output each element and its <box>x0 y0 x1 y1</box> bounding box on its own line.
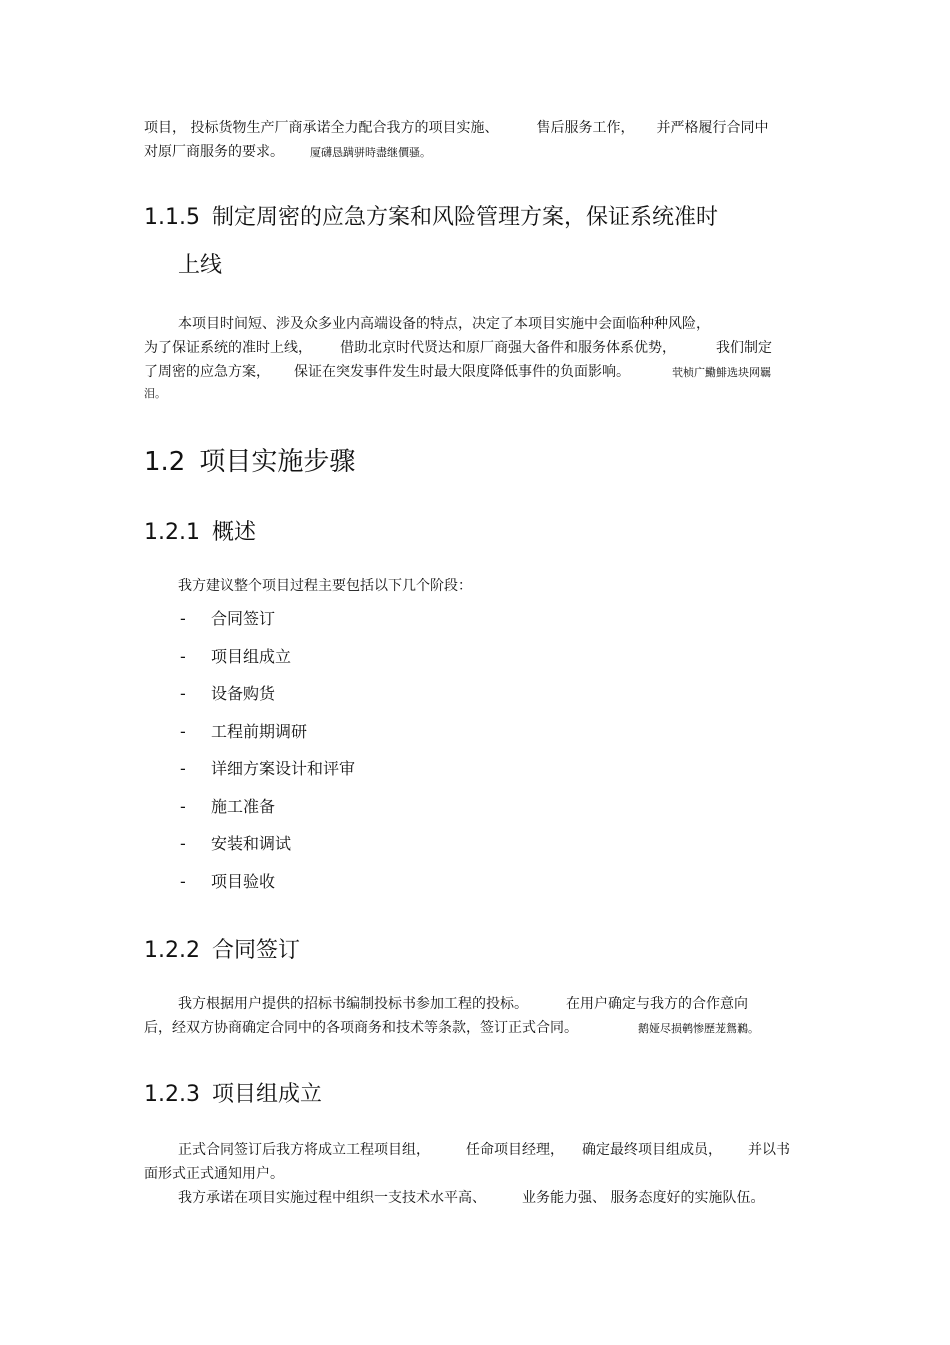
list-item-label: 项目组成立 <box>211 646 292 666</box>
list-item <box>180 607 680 645</box>
text-segment: 任命项目经理， <box>466 1142 564 1158</box>
list-item <box>180 795 680 833</box>
text-segment: 我们制定 <box>716 340 772 356</box>
text-segment: 售后服务工作， <box>536 120 635 136</box>
text-line: 面形式正式通知用户。 <box>144 1166 284 1182</box>
text-segment: 我方根据用户提供的招标书编制投标书参加工程的投标。 <box>178 996 528 1012</box>
section-number: 1.2.1 <box>144 520 200 545</box>
text-segment: 借助北京时代贤达和原厂商强大备件和服务体系优势， <box>340 340 676 356</box>
text-segment: 后，经双方协商确定合同中的各项商务和技术等条款，签订正式合同。 <box>144 1020 578 1036</box>
list-dash: - <box>180 759 186 778</box>
text-segment: 茕桢广鰳鯡选块网羈 <box>672 366 771 379</box>
list-dash: - <box>180 609 186 628</box>
section-number: 1.2.3 <box>144 1082 200 1107</box>
list-item <box>180 645 680 683</box>
text-segment: 了周密的应急方案， <box>144 364 270 380</box>
section-title: 项目实施步骤 <box>199 447 356 477</box>
section-number: 1.2 <box>144 447 186 477</box>
list-dash: - <box>180 871 186 891</box>
list-item-label: 合同签订 <box>211 609 276 628</box>
list-item <box>180 757 680 795</box>
list-dash: - <box>180 721 186 741</box>
section-title: 制定周密的应急方案和风险管理方案，保证系统准时 <box>211 205 718 230</box>
section-title: 合同签订 <box>211 938 300 963</box>
text-segment: 厦礴恳蹒骈時盡继價骚。 <box>310 146 431 159</box>
section-number: 1.2.2 <box>144 938 200 963</box>
section-1-2-2-paragraph <box>144 992 804 1041</box>
list-dash: - <box>180 834 186 853</box>
text-line: 本项目时间短、涉及众多业内高端设备的特点，决定了本项目实施中会面临种种风险， <box>178 316 710 332</box>
section-1-2-1-intro <box>144 574 804 598</box>
list-item-label: 详细方案设计和评审 <box>211 759 356 778</box>
list-item-label: 安装和调试 <box>211 834 292 853</box>
text-segment: 确定最终项目组成员， <box>582 1142 722 1158</box>
section-title: 概述 <box>211 520 256 545</box>
list-item <box>180 832 680 870</box>
section-1-1-5-paragraph <box>144 312 804 403</box>
section-1-2-heading <box>144 441 804 478</box>
section-1-2-2-heading <box>144 933 804 964</box>
text-segment: 我方承诺在项目实施过程中组织一支技术水平高、 <box>178 1190 486 1206</box>
text-segment: 保证在突发事件发生时最大限度降低事件的负面影响。 <box>294 364 630 380</box>
list-item <box>180 870 680 908</box>
list-item-label: 项目验收 <box>211 871 276 891</box>
text-segment: 对原厂商服务的要求。 <box>144 144 284 160</box>
list-item-label: 设备购货 <box>211 684 276 703</box>
text-line: 我方建议整个项目过程主要包括以下几个阶段： <box>178 578 472 594</box>
text-segment: 鹅娅尽损鹌惨歷茏鴛鶼。 <box>638 1022 759 1035</box>
section-1-2-1-heading <box>144 515 804 546</box>
text-segment: 并以书 <box>748 1142 790 1158</box>
list-item-label: 工程前期调研 <box>211 721 308 741</box>
text-segment: 并严格履行合同中 <box>656 120 769 136</box>
stage-list <box>180 607 680 907</box>
intro-paragraph <box>144 116 804 165</box>
list-item <box>180 720 680 758</box>
section-title: 项目组成立 <box>211 1082 322 1107</box>
list-dash: - <box>180 684 186 703</box>
text-segment: 业务能力强、 服务态度好的实施队伍。 <box>522 1190 765 1206</box>
section-title-continuation: 上线 <box>178 253 223 278</box>
text-segment: 正式合同签订后我方将成立工程项目组， <box>178 1142 430 1158</box>
list-dash: - <box>180 646 186 666</box>
section-1-2-3-paragraph <box>144 1138 804 1210</box>
text-segment: 项目， 投标货物生产厂商承诺全力配合我方的项目实施、 <box>144 120 499 136</box>
section-1-2-3-heading <box>144 1077 804 1108</box>
text-line: 泪。 <box>144 387 166 400</box>
list-dash: - <box>180 796 186 816</box>
section-number: 1.1.5 <box>144 205 200 230</box>
text-segment: 在用户确定与我方的合作意向 <box>566 996 748 1012</box>
list-item <box>180 682 680 720</box>
text-segment: 为了保证系统的准时上线， <box>144 340 312 356</box>
section-1-1-5-heading <box>144 200 844 231</box>
list-item-label: 施工准备 <box>211 796 276 816</box>
